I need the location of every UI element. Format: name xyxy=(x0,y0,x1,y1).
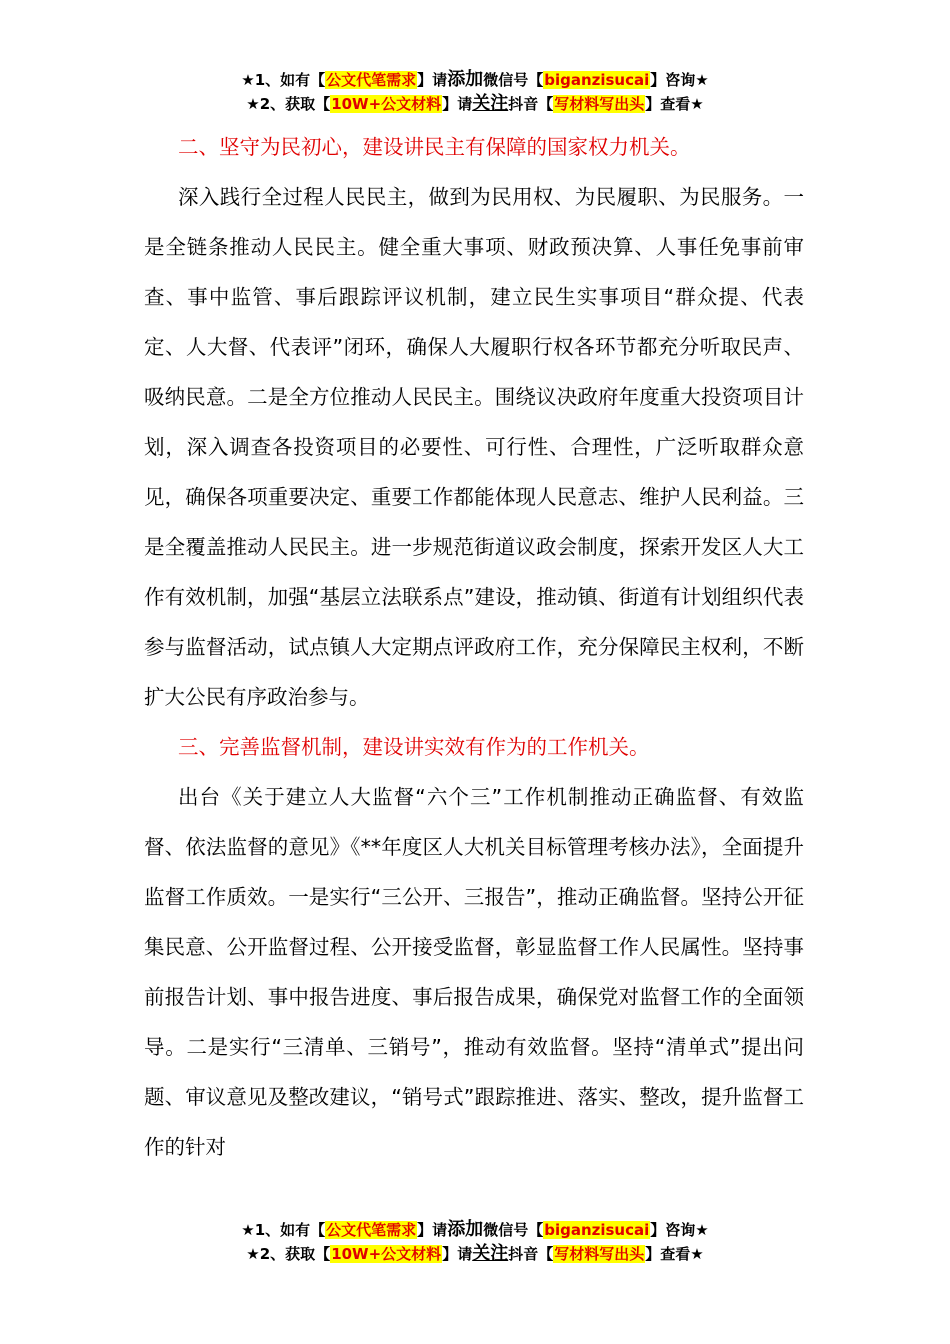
banner-line-2 xyxy=(0,1242,950,1266)
banner-text: 】咨询★ xyxy=(650,1221,709,1239)
banner-line-2 xyxy=(0,92,950,116)
banner-text: 微信号【 xyxy=(483,71,544,89)
section-paragraph-2: 深入践行全过程人民民主，做到为民用权、为民履职、为民服务。一是全链条推动人民民主。健全重大事项、财政预决算、人事任免事前审查、事中监管、事后跟踪评议机制，建立民生实事项目“群众提、代表定、人大督、代表评”闭环，确保人大履职行权各环节都充分听取民声、吸纳民意。二是全方位推动人民民主。围绕议决政府年度重大投资项目计划，深入调查各投资项目的必要性、可行性、合理性，广泛听取群众意见，确保各项重要决定、重要工作都能体现人民意志、维护人民利益。三是全覆盖推动人民民主。进一步规范街道议政会制度，探索开发区人大工作有效机制，加强“基层立法联系点”建设，推动镇、街道有计划组织代表参与监督活动，试点镇人大定期点评政府工作，充分保障民主权利，不断扩大公民有序政治参与。 xyxy=(144,185,804,709)
banner-text: 】请 xyxy=(442,1245,473,1263)
banner-emphasis: 关注 xyxy=(472,1243,509,1264)
section-heading-2: 二、坚守为民初心，建设讲民主有保障的国家权力机关。 xyxy=(178,135,691,159)
banner-text: 】查看★ xyxy=(645,1245,704,1263)
banner-text: 】请 xyxy=(417,71,448,89)
banner-line-1 xyxy=(0,68,950,92)
banner-text: ★2、获取【 xyxy=(246,1245,331,1263)
footer-banner xyxy=(0,1218,950,1266)
banner-text: 抖音【 xyxy=(508,1245,554,1263)
section-heading-3: 三、完善监督机制，建设讲实效有作为的工作机关。 xyxy=(178,735,650,759)
banner-douyin-id: 写材料写出头 xyxy=(554,1245,645,1263)
banner-highlight: 公文代笔需求 xyxy=(326,1221,417,1239)
banner-text: 】请 xyxy=(417,1221,448,1239)
banner-line-1 xyxy=(0,1218,950,1242)
banner-highlight: 10W+公文材料 xyxy=(331,95,442,113)
banner-text: 】咨询★ xyxy=(650,71,709,89)
banner-text: 】请 xyxy=(442,95,473,113)
banner-text: 抖音【 xyxy=(508,95,554,113)
banner-text: ★1、如有【 xyxy=(241,71,326,89)
banner-text: 】查看★ xyxy=(645,95,704,113)
banner-douyin-id: 写材料写出头 xyxy=(554,95,645,113)
banner-wechat-id: biganzisucai xyxy=(544,1221,650,1239)
document-body xyxy=(144,122,804,1172)
banner-highlight: 公文代笔需求 xyxy=(326,71,417,89)
banner-text: ★2、获取【 xyxy=(246,95,331,113)
banner-emphasis: 添加 xyxy=(447,69,484,90)
banner-text: ★1、如有【 xyxy=(241,1221,326,1239)
banner-text: 微信号【 xyxy=(483,1221,544,1239)
section-paragraph-3: 出台《关于建立人大监督“六个三”工作机制推动正确监督、有效监督、依法监督的意见》《**年度区人大机关目标管理考核办法》，全面提升监督工作质效。一是实行“三公开、三报告”，推动正确监督。坚持公开征集民意、公开监督过程、公开接受监督，彰显监督工作人民属性。坚持事前报告计划、事中报告进度、事后报告成果，确保党对监督工作的全面领导。二是实行“三清单、三销号”，推动有效监督。坚持“清单式”提出问题、审议意见及整改建议，“销号式”跟踪推进、落实、整改，提升监督工作的针对 xyxy=(144,785,804,1159)
header-banner xyxy=(0,68,950,116)
banner-emphasis: 添加 xyxy=(447,1219,484,1240)
banner-highlight: 10W+公文材料 xyxy=(331,1245,442,1263)
banner-emphasis: 关注 xyxy=(472,93,509,114)
banner-wechat-id: biganzisucai xyxy=(544,71,650,89)
